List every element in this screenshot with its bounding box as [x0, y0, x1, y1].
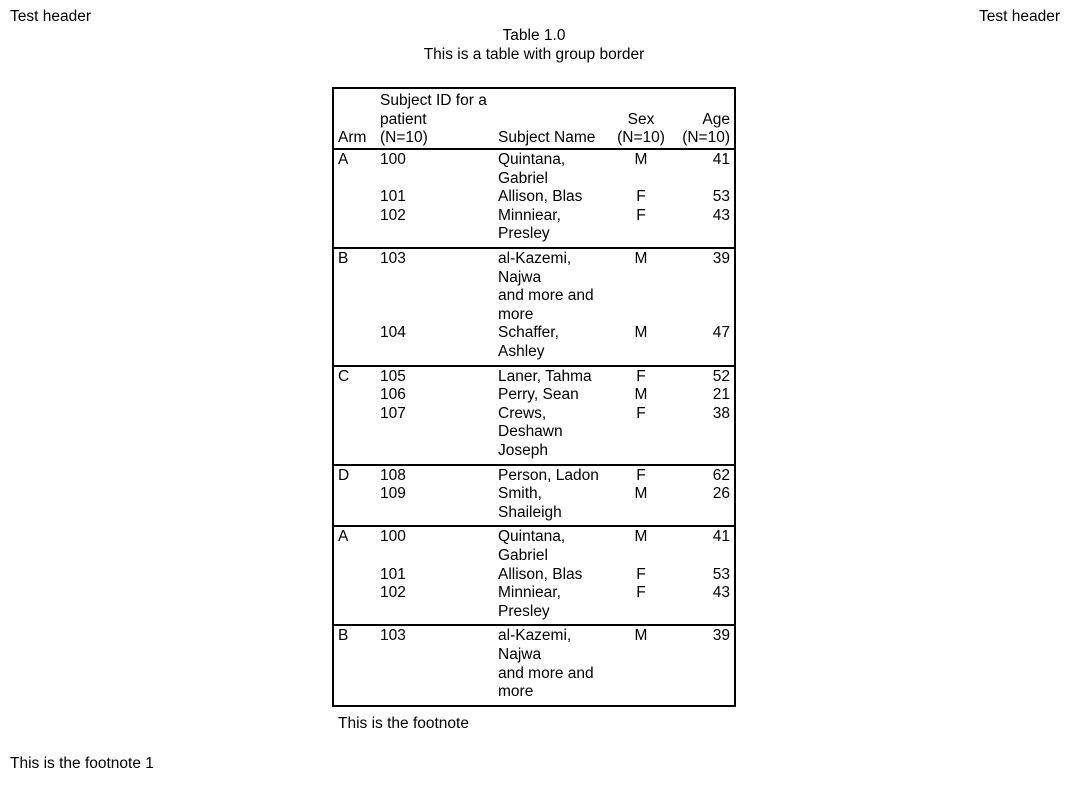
cell-age: 47 [712, 324, 730, 342]
subject-name-line: Presley [498, 602, 550, 620]
subject-name-line: Allison, Blas [498, 565, 583, 583]
cell-arm: C [338, 367, 350, 385]
cell-sex: F [636, 367, 646, 385]
cell-age: 53 [712, 188, 730, 206]
cell-arm: B [338, 627, 349, 645]
cell-age: 53 [712, 565, 730, 583]
cell-subject-name [498, 151, 565, 188]
cell-subject-id: 101 [380, 565, 406, 583]
cell-subject-name [498, 368, 592, 387]
cell-subject-name [498, 627, 594, 701]
col-header-age [682, 111, 730, 148]
cell-subject-id: 102 [380, 584, 406, 602]
cell-subject-id: 102 [380, 206, 406, 224]
cell-subject-id: 106 [380, 386, 406, 404]
subject-name-line: Smith, [498, 485, 542, 503]
table-body [334, 148, 734, 705]
cell-age: 43 [712, 206, 730, 224]
subject-name-line: Crews, [498, 404, 547, 422]
cell-subject-id: 109 [380, 485, 406, 503]
arm-group [334, 247, 734, 365]
cell-sex: F [636, 188, 646, 206]
subject-name-line: Najwa [498, 268, 542, 286]
page-header-right: Test header [979, 8, 1060, 25]
cell-subject-name [498, 584, 561, 621]
cell-sex: F [636, 584, 646, 602]
cell-subject-id: 104 [380, 324, 406, 342]
arm-group [334, 464, 734, 526]
subject-name-line: Deshawn [498, 423, 563, 441]
subject-name-line: Perry, Sean [498, 386, 579, 404]
subject-name-line: Quintana, [498, 151, 566, 168]
arm-group [334, 148, 734, 247]
cell-subject-name [498, 188, 582, 207]
subject-name-line: more [498, 305, 534, 323]
cell-age: 39 [712, 250, 730, 267]
cell-arm: A [338, 151, 349, 168]
cell-arm: A [338, 528, 349, 546]
cell-age: 52 [712, 367, 730, 385]
cell-sex: M [634, 324, 648, 342]
cell-subject-id: 100 [380, 528, 406, 546]
page-footnote: This is the footnote 1 [10, 755, 154, 772]
cell-subject-id: 108 [380, 466, 406, 484]
cell-sex: M [634, 528, 648, 546]
subject-name-line: al-Kazemi, [498, 627, 572, 645]
col-header-sex [610, 111, 672, 148]
cell-sex: M [634, 250, 648, 267]
cell-subject-name [498, 324, 559, 361]
subject-name-line: Presley [498, 225, 550, 243]
col-header-sex-line: Sex [627, 110, 655, 128]
subject-name-line: Ashley [498, 342, 545, 360]
cell-sex: M [634, 386, 648, 404]
cell-age: 41 [712, 528, 730, 546]
cell-sex: M [634, 485, 648, 503]
col-header-arm: Arm [338, 129, 367, 147]
cell-sex: F [636, 206, 646, 224]
cell-age: 21 [712, 386, 730, 404]
cell-sex: F [636, 565, 646, 583]
cell-subject-name [498, 528, 565, 565]
col-header-age-line: (N=10) [682, 129, 730, 147]
cell-subject-id: 100 [380, 151, 406, 168]
subject-name-line: Shaileigh [498, 503, 562, 521]
cell-age: 41 [712, 151, 730, 168]
arm-group [334, 365, 734, 464]
subject-name-line: Joseph [498, 441, 548, 459]
cell-age: 43 [712, 584, 730, 602]
cell-age: 39 [712, 627, 730, 645]
cell-subject-name [498, 250, 594, 324]
listing-table [332, 87, 736, 707]
cell-subject-id: 105 [380, 367, 406, 385]
cell-sex: F [636, 466, 646, 484]
subject-name-line: Schaffer, [498, 324, 559, 342]
subject-name-line: Allison, Blas [498, 188, 583, 206]
col-header-subject-id-line: patient [380, 110, 427, 128]
col-header-sex-line: (N=10) [617, 129, 665, 147]
subject-name-line: more [498, 683, 534, 701]
arm-group [334, 624, 734, 704]
cell-subject-id: 103 [380, 627, 406, 645]
cell-sex: F [636, 404, 646, 422]
cell-subject-id: 101 [380, 188, 406, 206]
page-header-left: Test header [10, 8, 91, 25]
subject-name-line: and more and [498, 287, 594, 305]
table-title: Table 1.0 [502, 27, 566, 44]
subject-name-line: Person, Ladon [498, 466, 599, 484]
subject-name-line: Minniear, [498, 584, 561, 602]
subject-name-line: and more and [498, 664, 594, 682]
subject-name-line: Gabriel [498, 169, 548, 187]
col-header-age-line: Age [702, 110, 730, 128]
subject-name-line: al-Kazemi, [498, 250, 572, 267]
table-header-row [334, 89, 734, 148]
cell-arm: B [338, 250, 349, 267]
cell-age: 62 [712, 466, 730, 484]
subject-name-line: Gabriel [498, 546, 548, 564]
cell-subject-name [498, 405, 563, 461]
subject-name-line: Quintana, [498, 528, 566, 546]
table-footnote: This is the footnote [338, 715, 469, 732]
col-header-subject-id-line: Subject ID for a [380, 92, 487, 110]
subject-name-line: Najwa [498, 645, 542, 663]
table-subtitle: This is a table with group border [423, 46, 645, 63]
cell-subject-name [498, 485, 562, 522]
col-header-subject-id-line: (N=10) [380, 129, 428, 147]
arm-group [334, 525, 734, 624]
col-header-subject-name: Subject Name [498, 129, 596, 147]
cell-subject-id: 103 [380, 250, 406, 267]
cell-sex: M [634, 151, 648, 168]
subject-name-line: Minniear, [498, 206, 561, 224]
cell-subject-name [498, 386, 579, 405]
cell-arm: D [338, 466, 350, 484]
cell-subject-name [498, 467, 599, 486]
cell-subject-name [498, 207, 561, 244]
subject-name-line: Laner, Tahma [498, 367, 592, 385]
cell-sex: M [634, 627, 648, 645]
cell-age: 26 [712, 485, 730, 503]
cell-subject-name [498, 566, 582, 585]
col-header-subject-id [380, 92, 487, 148]
cell-subject-id: 107 [380, 404, 406, 422]
cell-age: 38 [712, 404, 730, 422]
table-titles [0, 26, 1068, 64]
